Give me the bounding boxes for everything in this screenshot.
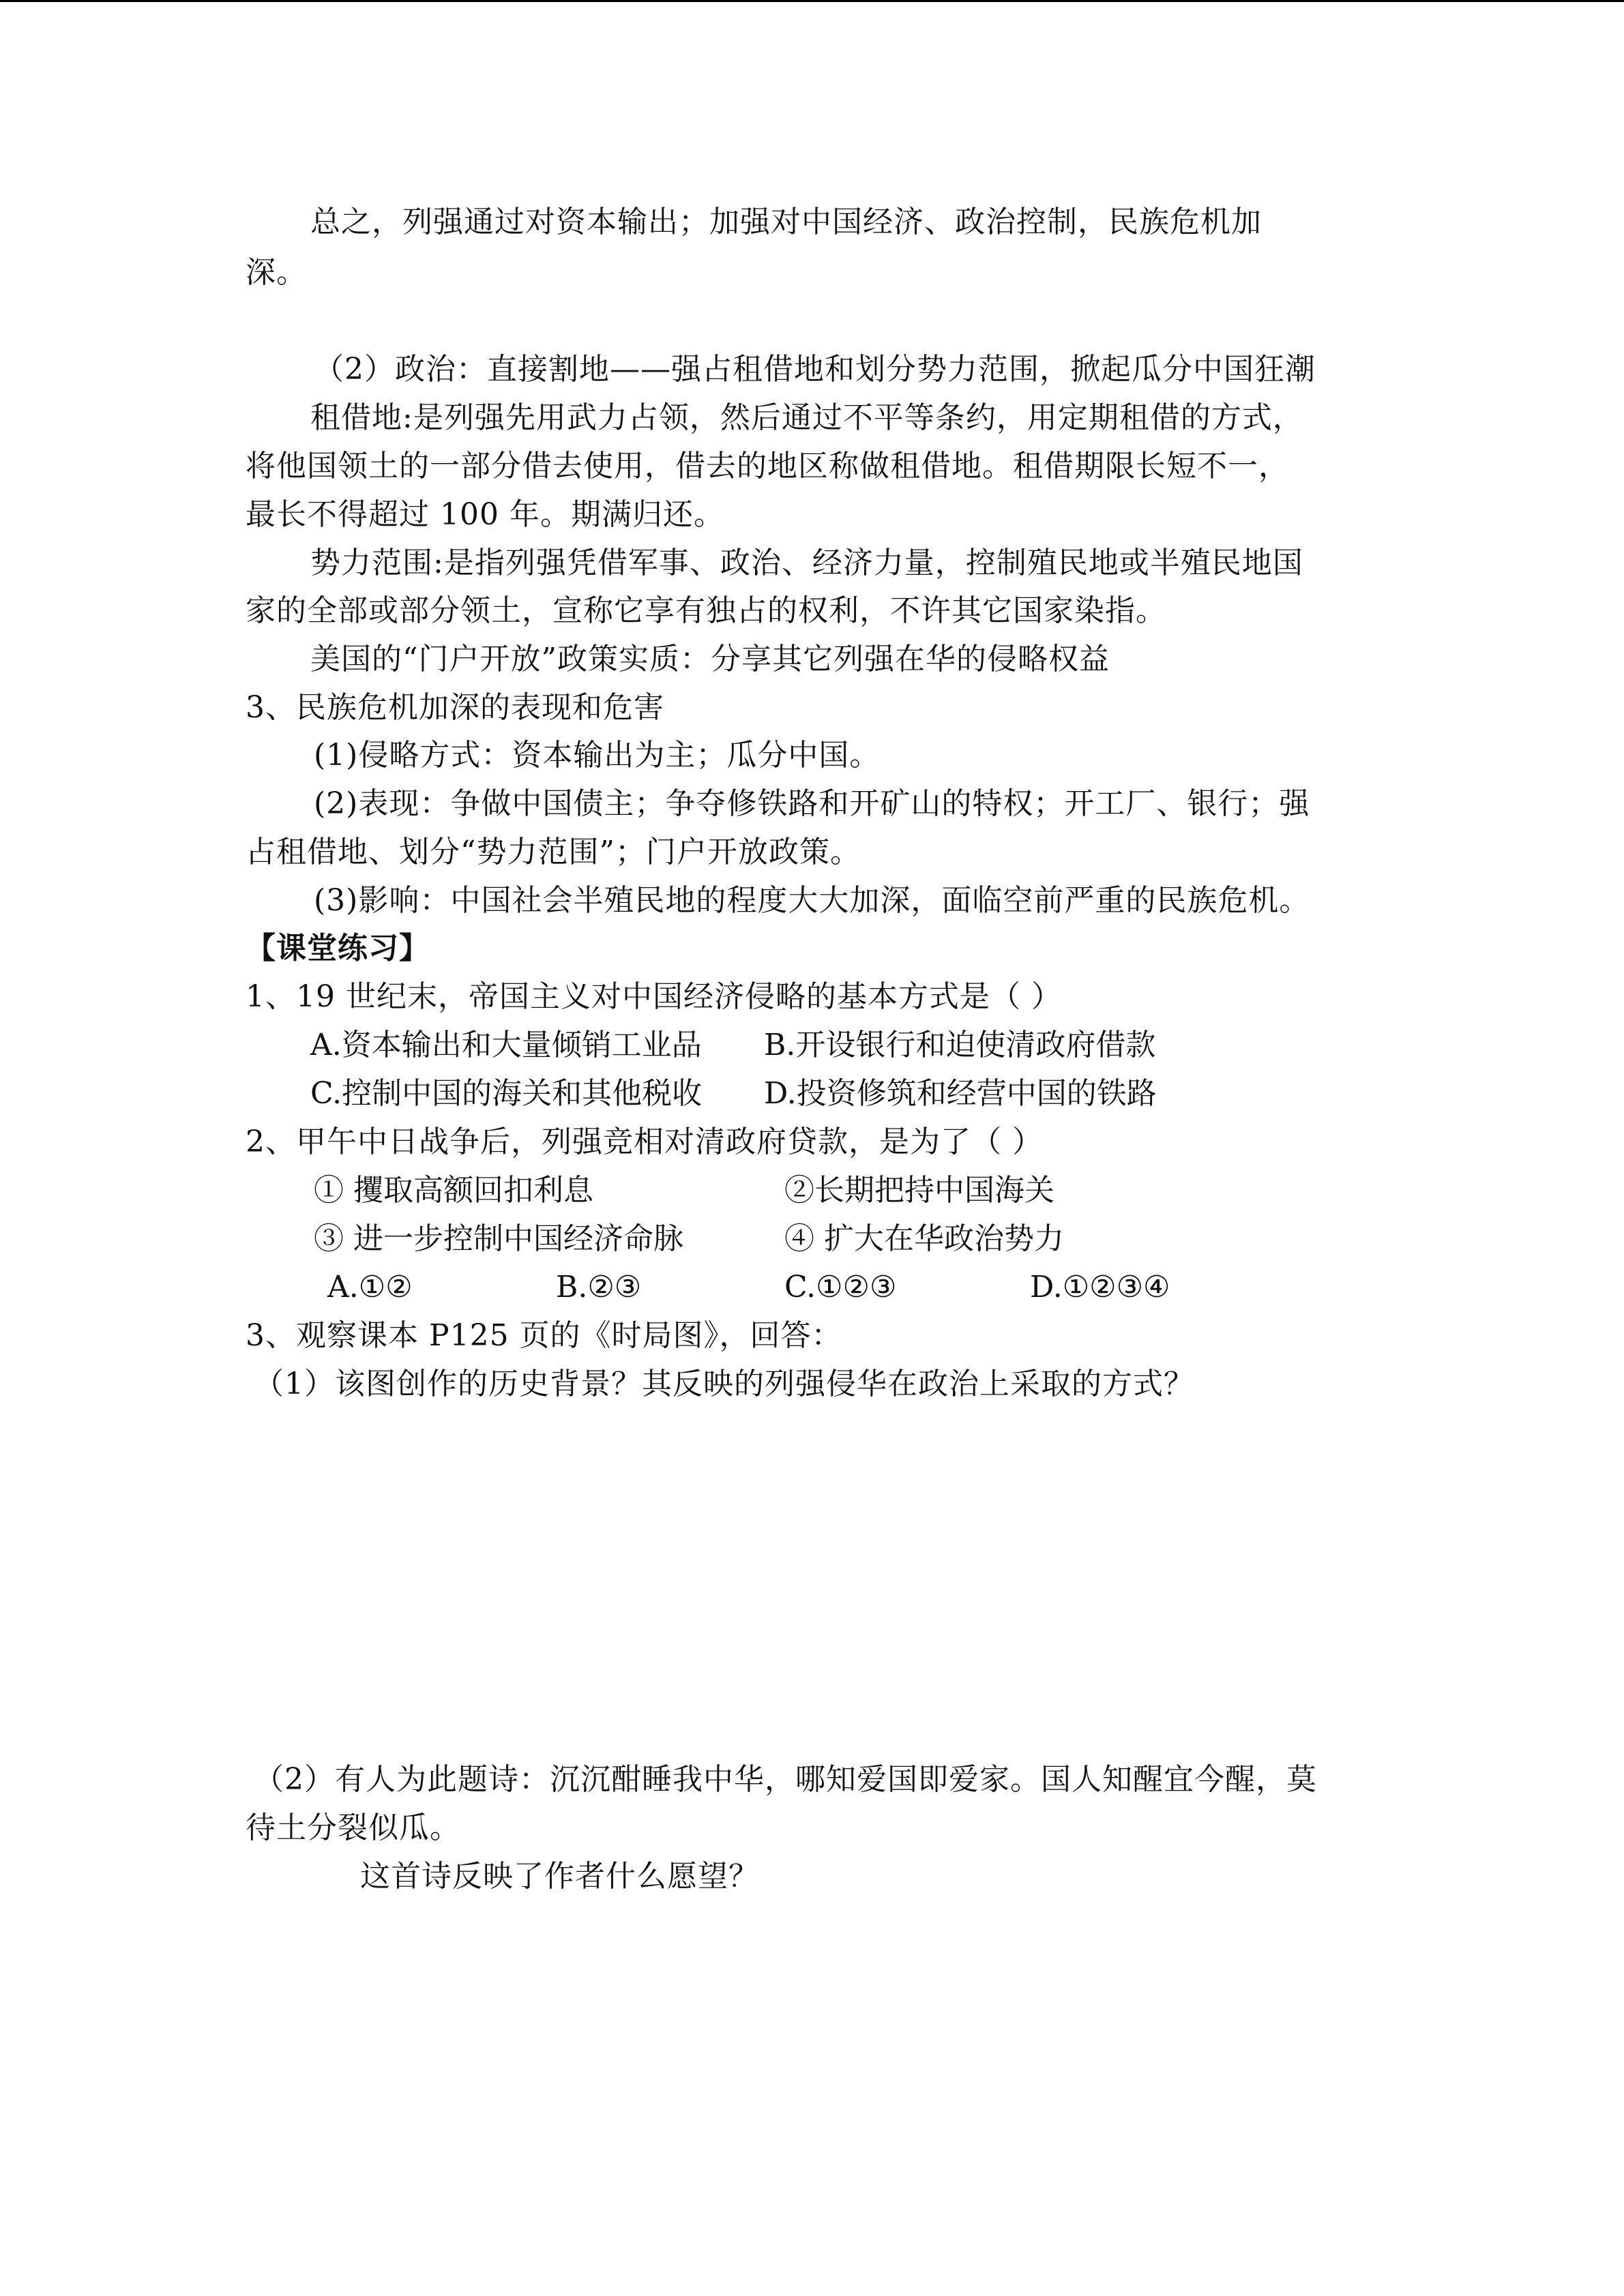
question-3-sub-2-question: 这首诗反映了作者什么愿望？	[360, 1859, 759, 1894]
question-1-option-a: A.资本输出和大量倾销工业品	[310, 1028, 702, 1062]
question-1-option-c: C.控制中国的海关和其他税收	[310, 1076, 703, 1111]
top-border-rule	[0, 0, 1624, 2]
question-2-statement-3: ③ 进一步控制中国经济命脉	[314, 1221, 683, 1256]
question-2-option-a: A.①②	[327, 1270, 413, 1304]
question-3-sub-2-line-1: （2）有人为此题诗：沉沉酣睡我中华，哪知爱国即爱家。国人知醒宜今醒，莫	[254, 1762, 1317, 1797]
summary-line-1: 总之，列强通过对资本输出；加强对中国经济、政治控制，民族危机加	[310, 205, 1262, 239]
practice-heading: 【课堂练习】	[246, 931, 430, 966]
crisis-item-3: (3)影响：中国社会半殖民地的程度大大加深，面临空前严重的民族危机。	[314, 883, 1310, 918]
question-2-option-d: D.①②③④	[1030, 1270, 1170, 1304]
question-2-option-b: B.②③	[556, 1270, 642, 1304]
question-2-statement-2: ②长期把持中国海关	[784, 1173, 1054, 1208]
sphere-definition-line-1: 势力范围:是指列强凭借军事、政治、经济力量，控制殖民地或半殖民地国	[310, 546, 1303, 580]
politics-heading: （2）政治：直接割地——强占租借地和划分势力范围，掀起瓜分中国狂潮	[314, 352, 1316, 387]
crisis-item-2-line-2: 占租借地、划分“势力范围”；门户开放政策。	[246, 835, 861, 869]
lease-definition-line-1: 租借地:是列强先用武力占领，然后通过不平等条约，用定期租借的方式，	[310, 400, 1303, 435]
crisis-item-2-line-1: (2)表现：争做中国债主；争夺修铁路和开矿山的特权；开工厂、银行；强	[314, 786, 1310, 821]
lease-definition-line-2: 将他国领土的一部分借去使用，借去的地区称做租借地。租借期限长短不一，	[246, 449, 1289, 483]
summary-line-2: 深。	[246, 255, 307, 290]
open-door-policy: 美国的“门户开放”政策实质：分享其它列强在华的侵略权益	[310, 642, 1110, 676]
question-2-option-c: C.①②③	[784, 1270, 897, 1304]
crisis-item-1: (1)侵略方式：资本输出为主；瓜分中国。	[314, 738, 881, 773]
question-2-statement-1: ① 攫取高额回扣利息	[314, 1173, 593, 1208]
question-3-sub-2-line-2: 待土分裂似瓜。	[246, 1810, 460, 1845]
question-2-statement-4: ④ 扩大在华政治势力	[784, 1221, 1064, 1256]
question-2-stem: 2、甲午中日战争后，列强竞相对清政府贷款，是为了（ ）	[246, 1124, 1043, 1159]
crisis-heading: 3、民族危机加深的表现和危害	[246, 690, 664, 725]
question-1-option-b: B.开设银行和迫使清政府借款	[764, 1028, 1156, 1062]
question-3-stem: 3、观察课本 P125 页的《时局图》，回答：	[246, 1318, 842, 1353]
question-1-option-d: D.投资修筑和经营中国的铁路	[764, 1076, 1157, 1111]
question-1-stem: 1、19 世纪末，帝国主义对中国经济侵略的基本方式是（ ）	[246, 979, 1062, 1014]
question-3-sub-1: （1）该图创作的历史背景？其反映的列强侵华在政治上采取的方式？	[254, 1367, 1194, 1401]
sphere-definition-line-2: 家的全部或部分领土，宣称它享有独占的权利，不许其它国家染指。	[246, 593, 1166, 628]
lease-definition-line-3: 最长不得超过 100 年。期满归还。	[246, 497, 724, 532]
